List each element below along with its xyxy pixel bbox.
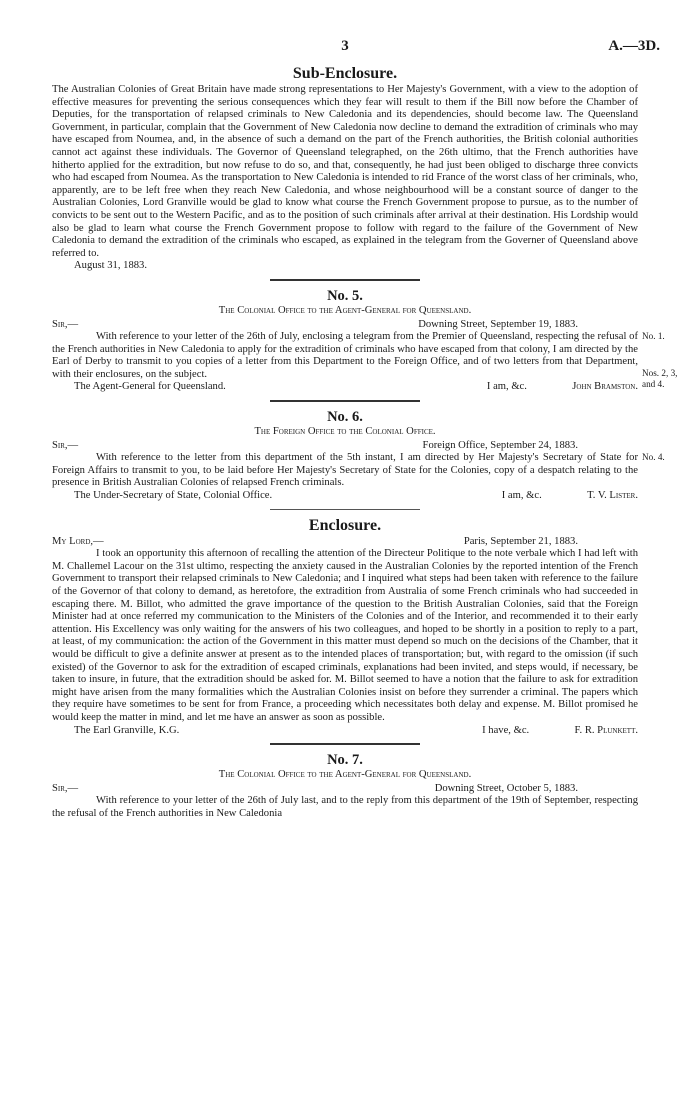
- letter-no-6-meta: [52, 440, 638, 453]
- letter-no-7-salutation: Sir,—: [52, 782, 79, 794]
- letter-no-5-closing-block: [487, 381, 638, 394]
- letter-no-5-body: With reference to your letter of the 26th of July, enclosing a telegram from the Premier of Queensland, respecting the refusal of the French authorities in New Caledonia to apply for the extradition of criminals who have escaped from that colony, I am directed by the Earl of Derby to transmit to you copies of a letter from this Department to the Foreign Office, and of two letters from that Department, with their enclosures, on the subject.: [52, 331, 638, 380]
- enclosure-salutation: My Lord,—: [52, 535, 104, 547]
- section-divider: [270, 279, 420, 281]
- sub-enclosure-date: August 31, 1883.: [74, 260, 147, 272]
- letter-no-5-from: The Colonial Office: [218, 304, 305, 316]
- document-page: [52, 38, 678, 821]
- letter-no-5-to: to the Agent-General for Queensland.: [307, 304, 472, 316]
- letter-no-5-place-date: Downing Street, September 19, 1883.: [418, 318, 578, 330]
- enclosure-addressee: The Earl Granville, K.G.: [74, 724, 180, 736]
- letter-no-7-heading: No. 7.: [327, 752, 363, 769]
- letter-no-5-subheading: [52, 305, 638, 318]
- letter-no-6-from: The Foreign Office: [254, 426, 335, 438]
- letter-no-7: [52, 751, 638, 820]
- page-header: [52, 38, 660, 64]
- enclosure-section: [52, 516, 638, 738]
- section-divider: [270, 509, 420, 510]
- letter-no-6-closing-row: [52, 490, 638, 503]
- letter-no-5-closing: I am, &c.: [486, 381, 527, 393]
- letter-no-6-subheading: [52, 426, 638, 439]
- letter-no-5-margin-note-2: Nos. 2, 3, and 4.: [642, 368, 678, 390]
- section-divider: [270, 400, 420, 402]
- letter-no-7-body: With reference to your letter of the 26th of July last, and to the reply from this department of the 19th of September, respecting the refusal of the French authorities in New Caledonia: [52, 795, 638, 819]
- letter-no-5-salutation: Sir,—: [52, 318, 79, 330]
- letter-no-6: [52, 408, 665, 503]
- sub-enclosure-heading: Sub-Enclosure.: [292, 65, 398, 82]
- letter-no-5-margin-note-1: No. 1.: [642, 331, 665, 342]
- letter-no-6-place-date: Foreign Office, September 24, 1883.: [422, 439, 578, 451]
- letter-no-6-body-wrap: [52, 452, 665, 490]
- letter-no-5-addressee: The Agent-General for Queensland.: [74, 381, 226, 393]
- letter-no-5-meta: [52, 319, 638, 332]
- letter-no-7-subheading: [52, 769, 638, 782]
- sub-enclosure-section: [52, 64, 638, 273]
- letter-no-7-meta: [52, 783, 638, 796]
- letter-no-5: [52, 287, 678, 394]
- enclosure-closing-block: [482, 725, 638, 738]
- page-reference: A.—3D.: [608, 38, 660, 54]
- letter-no-6-closing: I am, &c.: [501, 490, 542, 502]
- letter-no-6-salutation: Sir,—: [52, 439, 79, 451]
- letter-no-6-addressee: The Under-Secretary of State, Colonial Office.: [74, 490, 273, 502]
- letter-no-6-closing-block: [502, 490, 638, 503]
- letter-no-7-place-date: Downing Street, October 5, 1883.: [434, 782, 578, 794]
- letter-no-6-margin-note-1: No. 4.: [642, 452, 665, 463]
- letter-no-6-signature: T. V. Lister.: [587, 490, 638, 502]
- enclosure-closing-row: [52, 725, 638, 738]
- letter-no-5-heading: No. 5.: [327, 287, 363, 304]
- enclosure-place-date: Paris, September 21, 1883.: [463, 535, 578, 547]
- enclosure-meta: [52, 536, 638, 549]
- section-divider: [270, 743, 420, 745]
- enclosure-signature: F. R. Plunkett.: [574, 724, 638, 736]
- page-number: 3: [341, 38, 349, 54]
- enclosure-body: I took an opportunity this afternoon of recalling the attention of the Directeur Politique to the note verbale which I had left with M. Challemel Lacour on the 31st ultimo, respecting the anxiety caused in the Australian Colonies by the reported intention of the French Government to transport their relapsed criminals to New Caledonia; and I inquired what steps had been taken with reference to the failure of the Governor of that colony to demand, as heretofore, the extradition from Australia of some French criminals who had succeeded in escaping there. M. Billot, who admitted the grave importance of the question to the British Australian Colonies, said that the Foreign Minister had at once referred my communication to the Ministers of the Colonies and of the Interior, and recommended it to their early attention. His Excellency was only waiting for the answers of his two colleagues, and hoped to be shortly in a position to reply to a part, at least, of my communication: the action of the Government in this matter must depend so much on the decisions of the Chamber, that it would be difficult to give a definite answer at present as to the intended places of transportation; but, with regard to the omission (if such existed) of the Governor to ask for the extradition of escaped criminals, explanations had been invited, and steps would, if necessary, be taken to insure, in future, that the extradition should be asked for. M. Billot seemed to have a notion that the failure to ask for extradition might have arisen from the many formalities which the Australian Colonies insist on before they surrender a criminal. The papers which they require have sometimes to be sent for from France, a proceeding which necessitates both delay and expense. M. Billot promised he would keep the matter in mind, and let me have an answer as soon as possible.: [52, 548, 638, 723]
- letter-no-5-closing-row: [52, 381, 638, 394]
- enclosure-closing: I have, &c.: [482, 724, 530, 736]
- sub-enclosure-body: The Australian Colonies of Great Britain have made strong representations to Her Majesty's Government, with a view to the adoption of effective measures for preventing the serious consequences which they fear will result to them if the Bill now before the Chamber of Deputies, for the transportation of relapsed criminals to New Caledonia and its dependencies, should become law. The Queensland Government, in particular, complain that the Government of New Caledonia now decline to demand the extradition of criminals who may have escaped from Noumea, and, in the absence of such a demand on the part of the French authorities, the British colonial authorities cannot act against these individuals. The Governor of Queensland telegraphed, on the 26th ultimo, that the French authorities have hitherto applied for the extradition, but now refuse to do so, and that, consequently, he had just been obliged to discharge three convicts who had escaped from Noumea. As the transportation to New Caledonia is intended to rid France of the worst class of her criminals, who, apparently, are to be left free when they reach New Caledonia, and whose neighbourhood will be a constant source of danger to the Australian Colonies, Lord Granville would be glad to know what course the French Government propose to pursue, as to the number of convicts to be sent out to the Western Pacific, and as to the position of such criminals after arrival at their destination. His Lordship would also be glad to learn what course the French Government propose to follow with regard to the failure of the Government of New Caledonia to demand the extradition of the criminals who escaped, as explained in the telegram from the Governer of Queensland above referred to.: [52, 84, 638, 259]
- letter-no-7-to: to the Agent-General for Queensland.: [307, 769, 472, 781]
- letter-no-6-heading: No. 6.: [327, 409, 363, 426]
- letter-no-6-body: With reference to the letter from this department of the 5th instant, I am directed by Her Majesty's Secretary of State for Foreign Affairs to transmit to you, to be laid before Her Majesty's Secretary of State for the Colonies, copy of a despatch relating to the presence in British Australian Colonies of relapsed French criminals.: [52, 452, 638, 489]
- enclosure-heading: Enclosure.: [308, 516, 382, 534]
- letter-no-6-to: to the Colonial Office.: [337, 426, 436, 438]
- letter-no-7-from: The Colonial Office: [218, 769, 305, 781]
- letter-no-5-signature: John Bramston.: [572, 381, 638, 393]
